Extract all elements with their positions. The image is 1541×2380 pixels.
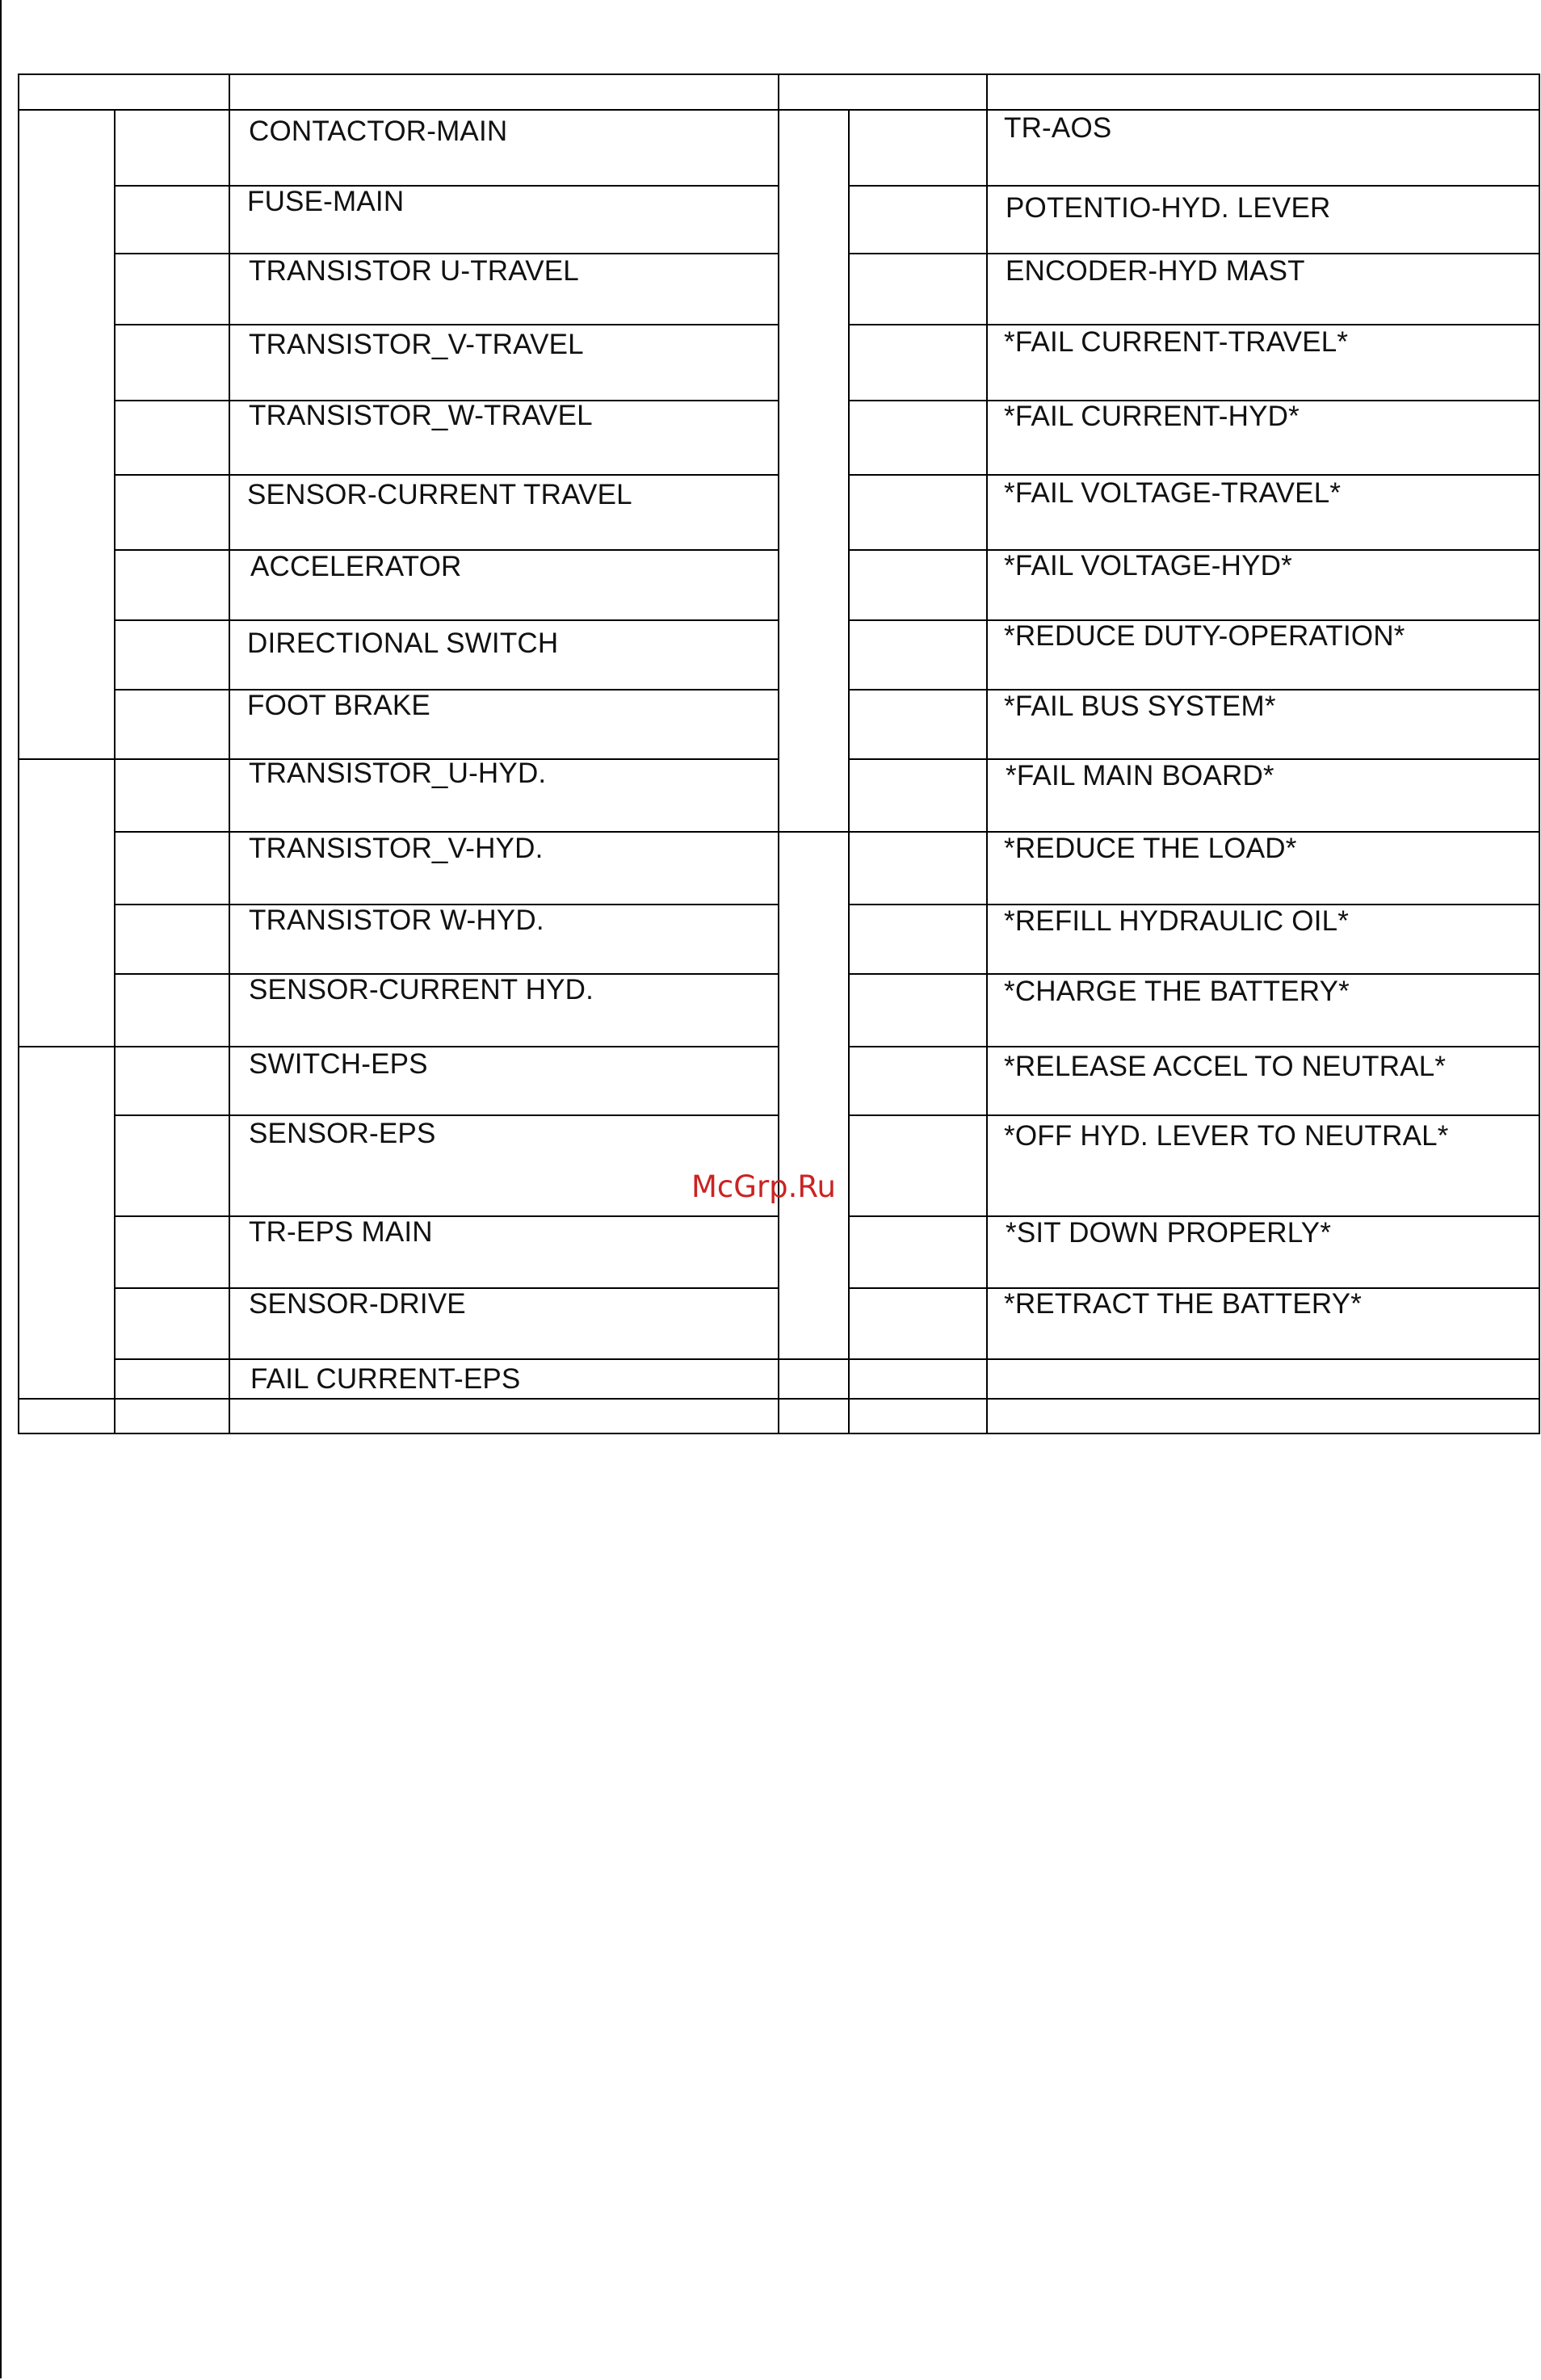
right-item-retract-the-battery: *RETRACT THE BATTERY* — [1004, 1288, 1363, 1320]
left-item-directional-switch: DIRECTIONAL SWITCH — [247, 628, 559, 659]
left-item-accelerator: ACCELERATOR — [250, 551, 462, 582]
right-item-release-accel-to-neutral: *RELEASE ACCEL TO NEUTRAL* — [1004, 1051, 1447, 1082]
right-item-reduce-the-load: *REDUCE THE LOAD* — [1004, 833, 1297, 864]
left-item-sensor-current-travel: SENSOR-CURRENT TRAVEL — [247, 479, 632, 510]
right-item-fail-current-hyd: *FAIL CURRENT-HYD* — [1004, 401, 1300, 432]
right-item-potentio-hyd-lever: POTENTIO-HYD. LEVER — [1006, 192, 1331, 224]
right-item-reduce-duty-operation: *REDUCE DUTY-OPERATION* — [1004, 620, 1405, 652]
right-item-encoder-hyd-mast: ENCODER-HYD MAST — [1006, 255, 1305, 287]
right-item-fail-main-board: *FAIL MAIN BOARD* — [1006, 760, 1274, 791]
left-item-tr-eps-main: TR-EPS MAIN — [249, 1216, 433, 1248]
right-item-sit-down-properly: *SIT DOWN PROPERLY* — [1006, 1217, 1332, 1249]
left-item-fail-current-eps: FAIL CURRENT-EPS — [250, 1363, 521, 1395]
right-item-fail-bus-system: *FAIL BUS SYSTEM* — [1004, 690, 1276, 722]
left-item-sensor-drive: SENSOR-DRIVE — [249, 1288, 466, 1320]
left-item-transistor-v-travel: TRANSISTOR_V-TRAVEL — [249, 329, 584, 360]
right-item-charge-the-battery: *CHARGE THE BATTERY* — [1004, 976, 1350, 1007]
watermark-text: McGrp.Ru — [691, 1169, 836, 1204]
left-item-fuse-main: FUSE-MAIN — [247, 186, 405, 217]
right-item-tr-aos: TR-AOS — [1004, 112, 1112, 144]
left-item-transistor-u-hyd: TRANSISTOR_U-HYD. — [249, 758, 547, 789]
left-item-switch-eps: SWITCH-EPS — [249, 1048, 428, 1080]
left-item-transistor-w-travel: TRANSISTOR_W-TRAVEL — [249, 400, 593, 431]
right-item-fail-voltage-travel: *FAIL VOLTAGE-TRAVEL* — [1004, 477, 1342, 509]
left-item-transistor-v-hyd: TRANSISTOR_V-HYD. — [249, 833, 544, 864]
right-item-off-hyd-lever-to-neutral: *OFF HYD. LEVER TO NEUTRAL* — [1004, 1120, 1449, 1152]
left-item-transistor-w-hyd: TRANSISTOR W-HYD. — [249, 905, 544, 936]
left-item-transistor-u-travel: TRANSISTOR U-TRAVEL — [249, 255, 579, 287]
right-item-refill-hydraulic-oil: *REFILL HYDRAULIC OIL* — [1004, 905, 1350, 937]
left-item-contactor-main: CONTACTOR-MAIN — [249, 115, 508, 147]
right-item-fail-current-travel: *FAIL CURRENT-TRAVEL* — [1004, 326, 1349, 358]
left-item-sensor-eps: SENSOR-EPS — [249, 1118, 436, 1149]
left-item-sensor-current-hyd: SENSOR-CURRENT HYD. — [249, 974, 594, 1005]
left-item-foot-brake: FOOT BRAKE — [247, 690, 430, 721]
right-item-fail-voltage-hyd: *FAIL VOLTAGE-HYD* — [1004, 550, 1292, 581]
